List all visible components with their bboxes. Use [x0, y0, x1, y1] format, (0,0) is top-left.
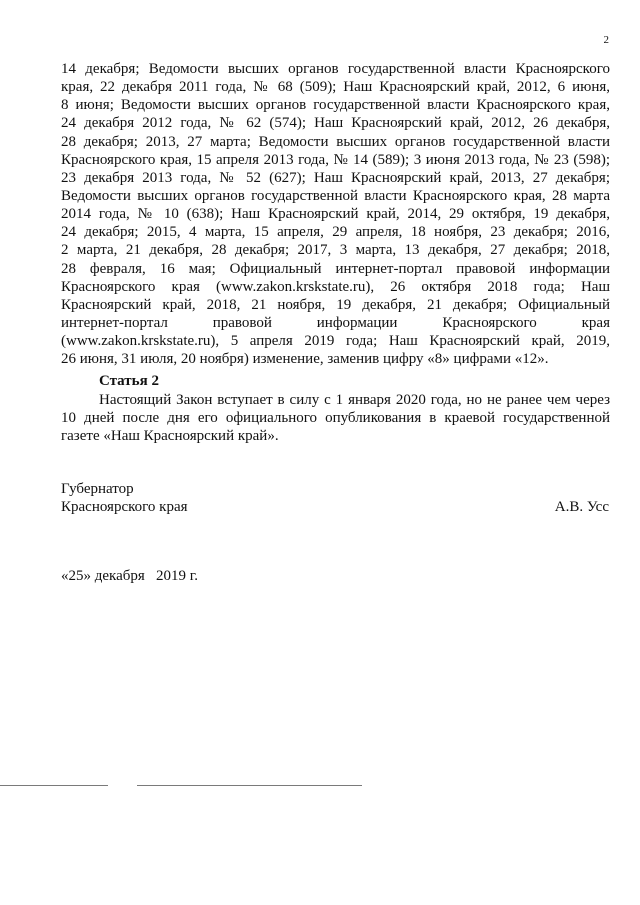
text-line: интернет-портал правовой информации Красноярского края: [61, 314, 610, 331]
text-line: 24 декабря 2012 года, № 62 (574); Наш Красноярский край, 2012, 26 декабря,: [61, 115, 610, 132]
text-line: Ведомости высших органов государственной власти Красноярского края, 28 марта: [61, 187, 610, 204]
footer-rule: [137, 785, 362, 786]
text-line: 28 февраля, 16 мая; Официальный интернет-портал правовой информации: [61, 260, 610, 277]
text-line: 14 декабря; Ведомости высших органов государственной власти Красноярского: [61, 61, 610, 77]
signatory-name: А.В. Усс: [554, 499, 609, 515]
signature-title-line: Губернатор: [61, 481, 134, 497]
text-line: 2 марта, 21 декабря, 28 декабря; 2017, 3 марта, 13 декабря, 27 декабря; 2018,: [61, 242, 610, 259]
footer-rule: [0, 785, 108, 786]
text-line: (www.zakon.krskstate.ru), 5 апреля 2019 года; Наш Красноярский край, 2019,: [61, 333, 610, 350]
text-line: газете «Наш Красноярский край».: [61, 428, 279, 445]
signature-title: [61, 481, 610, 516]
text-line: 10 дней после дня его официального опубликования в краевой государственной: [61, 410, 610, 427]
text-line: 8 июня; Ведомости высших органов государственной власти Красноярского края,: [61, 97, 610, 114]
signature-title-line: Красноярского края: [61, 498, 188, 515]
text-line: Настоящий Закон вступает в силу с 1 января 2020 года, но не ранее чем через: [99, 392, 610, 408]
text-line: 28 декабря; 2013, 27 марта; Ведомости высших органов государственной власти: [61, 133, 610, 150]
page-number: 2: [603, 34, 609, 46]
text-line: 2014 года, № 10 (638); Наш Красноярский край, 2014, 29 октября, 19 декабря,: [61, 206, 610, 223]
document-date: «25» декабря 2019 г.: [61, 568, 198, 584]
text-line: 24 декабря; 2015, 4 марта, 15 апреля, 29 апреля, 18 ноября, 23 декабря; 2016,: [61, 224, 610, 241]
text-line: Красноярский край, 2018, 21 ноября, 19 декабря, 21 декабря; Официальный: [61, 296, 610, 313]
continuation-paragraph: [61, 60, 610, 368]
article-heading: Статья 2: [99, 373, 159, 389]
text-line: Красноярского края (www.zakon.krskstate.ru), 26 октября 2018 года; Наш: [61, 278, 610, 295]
text-line: 26 июня, 31 июля, 20 ноября) изменение, заменив цифру «8» цифрами «12».: [61, 351, 549, 368]
article-paragraph: [61, 391, 610, 445]
text-line: края, 22 декабря 2011 года, № 68 (509); Наш Красноярский край, 2012, 6 июня,: [61, 79, 610, 96]
text-line: Красноярского края, 15 апреля 2013 года, № 14 (589); 3 июня 2013 года, № 23 (598);: [61, 151, 610, 168]
text-line: 23 декабря 2013 года, № 52 (627); Наш Красноярский край, 2013, 27 декабря;: [61, 169, 610, 186]
